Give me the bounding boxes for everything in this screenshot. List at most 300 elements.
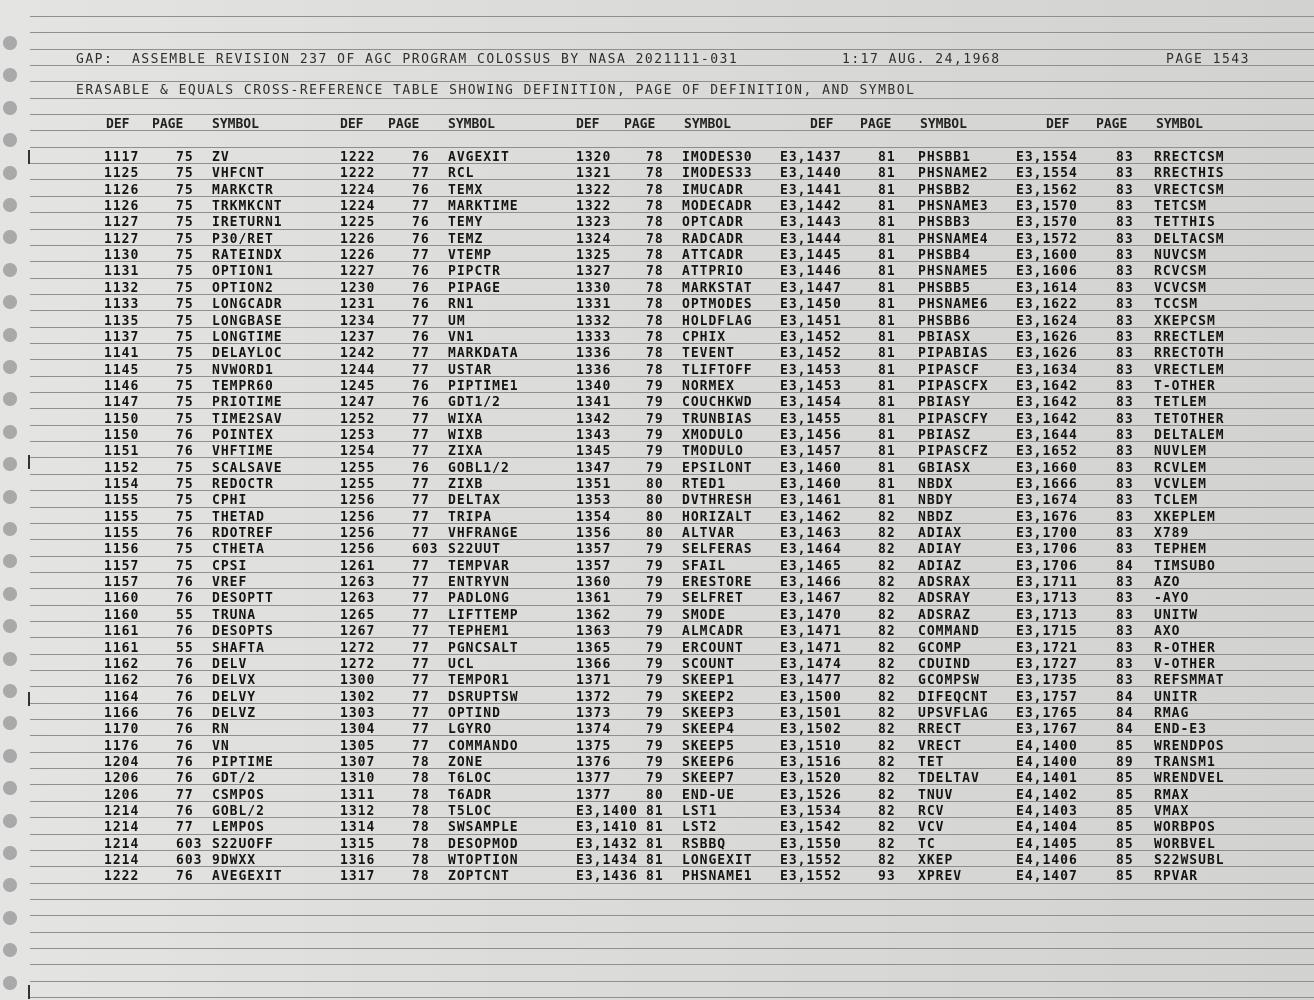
- symbol-cell: RN1: [448, 297, 475, 313]
- symbol-cell: NUVCSM: [1154, 248, 1207, 264]
- table-row: [0, 281, 1314, 297]
- symbol-cell: NUVLEM: [1154, 444, 1207, 460]
- def-cell: E4,1406: [1016, 853, 1078, 869]
- def-cell: 1214: [104, 836, 140, 852]
- def-cell: 1130: [104, 248, 140, 264]
- symbol-cell: PIPAGE: [448, 280, 501, 296]
- page-cell: 79: [646, 689, 664, 705]
- def-cell: E3,1634: [1016, 362, 1078, 378]
- symbol-cell: OPTIND: [448, 705, 501, 721]
- symbol-cell: V-OTHER: [1154, 656, 1216, 672]
- def-cell: 1310: [340, 771, 376, 787]
- table-row: [0, 215, 1314, 231]
- table-row: [0, 150, 1314, 166]
- page-cell: 81: [878, 477, 896, 492]
- def-cell: 1256: [340, 542, 376, 558]
- page-cell: 81: [878, 166, 896, 182]
- def-cell: 1320: [576, 150, 612, 165]
- symbol-cell: RRECT: [918, 722, 963, 738]
- def-cell: E3,1600: [1016, 248, 1078, 264]
- table-row: [0, 526, 1314, 542]
- page-cell: 82: [878, 754, 896, 770]
- symbol-cell: PHSBB2: [918, 182, 971, 198]
- symbol-cell: PADLONG: [448, 591, 510, 607]
- page-cell: 81: [878, 362, 896, 378]
- table-row: [0, 232, 1314, 248]
- def-cell: E3,1432: [576, 836, 638, 852]
- def-cell: 1333: [576, 329, 612, 345]
- def-cell: E3,1445: [780, 248, 842, 264]
- feed-hole: [3, 943, 17, 957]
- table-row: [0, 477, 1314, 493]
- symbol-cell: PIPTIME1: [448, 378, 519, 394]
- def-cell: 1261: [340, 558, 376, 574]
- symbol-cell: SHAFTA: [212, 640, 265, 656]
- page-cell: 78: [646, 329, 664, 345]
- symbol-cell: RADCADR: [682, 231, 744, 247]
- symbol-cell: VCV: [918, 820, 945, 836]
- symbol-cell: WIXA: [448, 411, 484, 427]
- def-cell: 1307: [340, 754, 376, 770]
- def-cell: 1247: [340, 395, 376, 411]
- page-cell: 76: [412, 395, 430, 411]
- def-cell: 1164: [104, 689, 140, 705]
- symbol-cell: OPTMODES: [682, 297, 753, 313]
- def-cell: E3,1434: [576, 853, 638, 869]
- page-cell: 603: [176, 853, 203, 869]
- page-cell: 82: [878, 853, 896, 869]
- table-row: [0, 722, 1314, 738]
- def-cell: 1255: [340, 460, 376, 476]
- page-cell: 77: [412, 199, 430, 215]
- page-cell: 76: [176, 444, 194, 460]
- table-row: [0, 542, 1314, 558]
- def-cell: 1225: [340, 215, 376, 231]
- page-cell: 78: [646, 231, 664, 247]
- page-cell: 77: [412, 558, 430, 574]
- symbol-cell: TLIFTOFF: [682, 362, 753, 378]
- symbol-cell: S22WSUBL: [1154, 853, 1225, 869]
- symbol-header: SYMBOL: [212, 117, 259, 132]
- page-cell: 78: [646, 215, 664, 231]
- def-cell: 1162: [104, 673, 140, 689]
- def-cell: E3,1626: [1016, 329, 1078, 345]
- symbol-cell: IMODES30: [682, 150, 753, 165]
- def-cell: 1155: [104, 493, 140, 509]
- page-cell: 82: [878, 656, 896, 672]
- symbol-cell: T5LOC: [448, 804, 493, 819]
- def-cell: 1317: [340, 869, 376, 885]
- symbol-cell: TEMZ: [448, 231, 484, 247]
- symbol-cell: RATEINDX: [212, 248, 283, 264]
- ruled-line: [30, 81, 1314, 82]
- symbol-cell: PBIASZ: [918, 427, 971, 443]
- table-row: [0, 330, 1314, 346]
- symbol-cell: OPTCADR: [682, 215, 744, 231]
- symbol-cell: SFAIL: [682, 558, 727, 574]
- page-cell: 83: [1116, 280, 1134, 296]
- symbol-cell: DELVX: [212, 673, 257, 689]
- def-cell: 1360: [576, 575, 612, 591]
- symbol-cell: LIFTTEMP: [448, 607, 519, 623]
- symbol-cell: PBIASY: [918, 395, 971, 411]
- symbol-cell: CDUIND: [918, 656, 971, 672]
- symbol-cell: LONGCADR: [212, 297, 283, 313]
- def-cell: 1146: [104, 378, 140, 394]
- symbol-cell: SELFERAS: [682, 542, 753, 558]
- page-cell: 84: [1116, 689, 1134, 705]
- symbol-cell: DELTAX: [448, 493, 501, 509]
- symbol-cell: XPREV: [918, 869, 963, 885]
- def-cell: E4,1407: [1016, 869, 1078, 885]
- page-number: PAGE 1543: [1166, 52, 1250, 67]
- symbol-cell: 9DWXX: [212, 853, 257, 869]
- page-cell: 76: [412, 231, 430, 247]
- def-cell: E3,1467: [780, 591, 842, 607]
- page-cell: 81: [878, 264, 896, 280]
- page-cell: 77: [412, 248, 430, 264]
- page-cell: 82: [878, 689, 896, 705]
- symbol-cell: LONGTIME: [212, 329, 283, 345]
- def-cell: 1345: [576, 444, 612, 460]
- symbol-cell: GOBL/2: [212, 804, 265, 819]
- symbol-cell: S22UOFF: [212, 836, 274, 852]
- def-cell: 1272: [340, 640, 376, 656]
- page-cell: 81: [878, 199, 896, 215]
- table-row: [0, 739, 1314, 755]
- page-cell: 81: [878, 460, 896, 476]
- symbol-cell: TNUV: [918, 787, 954, 803]
- symbol-cell: S22UUT: [448, 542, 501, 558]
- symbol-cell: ERESTORE: [682, 575, 753, 591]
- def-cell: E3,1660: [1016, 460, 1078, 476]
- def-header: DEF: [340, 117, 364, 132]
- page-cell: 77: [412, 509, 430, 525]
- page-cell: 77: [412, 607, 430, 623]
- def-cell: E3,1453: [780, 362, 842, 378]
- def-cell: E3,1757: [1016, 689, 1078, 705]
- page-cell: 79: [646, 754, 664, 770]
- page-cell: 79: [646, 640, 664, 656]
- def-cell: E4,1400: [1016, 738, 1078, 754]
- symbol-cell: VRECT: [918, 738, 963, 754]
- table-row: [0, 444, 1314, 460]
- page-cell: 77: [412, 346, 430, 362]
- page-cell: 84: [1116, 722, 1134, 738]
- symbol-cell: SKEEP5: [682, 738, 735, 754]
- symbol-cell: CSMPOS: [212, 787, 265, 803]
- def-cell: 1253: [340, 427, 376, 443]
- def-cell: E3,1452: [780, 329, 842, 345]
- ruled-line: [30, 997, 1314, 998]
- page-cell: 77: [412, 624, 430, 640]
- def-cell: 1166: [104, 705, 140, 721]
- page-cell: 83: [1116, 395, 1134, 411]
- page-cell: 85: [1116, 787, 1134, 803]
- page-cell: 79: [646, 705, 664, 721]
- def-cell: 1252: [340, 411, 376, 427]
- page-cell: 76: [412, 378, 430, 394]
- def-cell: 1125: [104, 166, 140, 182]
- def-cell: E3,1624: [1016, 313, 1078, 329]
- page-cell: 83: [1116, 362, 1134, 378]
- table-row: [0, 395, 1314, 411]
- symbol-cell: RCVCSM: [1154, 264, 1207, 280]
- def-cell: E3,1436: [576, 869, 638, 885]
- def-cell: E3,1642: [1016, 395, 1078, 411]
- page-cell: 81: [646, 853, 664, 869]
- def-cell: 1377: [576, 771, 612, 787]
- symbol-cell: TEMPOR1: [448, 673, 510, 689]
- page-cell: 82: [878, 526, 896, 542]
- def-cell: E3,1447: [780, 280, 842, 296]
- page-cell: 83: [1116, 297, 1134, 313]
- def-cell: 1303: [340, 705, 376, 721]
- page-cell: 81: [878, 313, 896, 329]
- symbol-cell: WTOPTION: [448, 853, 519, 869]
- page-cell: 78: [412, 771, 430, 787]
- symbol-cell: UPSVFLAG: [918, 705, 989, 721]
- page-cell: 81: [878, 231, 896, 247]
- def-cell: 1375: [576, 738, 612, 754]
- page-cell: 603: [412, 542, 439, 558]
- symbol-cell: PBIASX: [918, 329, 971, 345]
- table-row: [0, 657, 1314, 673]
- def-cell: 1150: [104, 411, 140, 427]
- def-header: DEF: [576, 117, 600, 132]
- symbol-cell: TC: [918, 836, 936, 852]
- symbol-cell: PHSNAME1: [682, 869, 753, 885]
- symbol-cell: NBDY: [918, 493, 954, 509]
- page-cell: 83: [1116, 346, 1134, 362]
- symbol-cell: TIME2SAV: [212, 411, 283, 427]
- def-cell: 1353: [576, 493, 612, 509]
- def-cell: 1361: [576, 591, 612, 607]
- symbol-cell: WRENDVEL: [1154, 771, 1225, 787]
- symbol-cell: SKEEP7: [682, 771, 735, 787]
- symbol-cell: RRECTHIS: [1154, 166, 1225, 182]
- symbol-cell: TETOTHER: [1154, 411, 1225, 427]
- def-cell: E3,1452: [780, 346, 842, 362]
- def-cell: 1206: [104, 787, 140, 803]
- symbol-cell: VHFTIME: [212, 444, 274, 460]
- def-cell: E3,1451: [780, 313, 842, 329]
- page-cell: 83: [1116, 166, 1134, 182]
- symbol-cell: VREF: [212, 575, 248, 591]
- page-cell: 76: [412, 150, 430, 165]
- def-cell: 1214: [104, 820, 140, 836]
- page-cell: 82: [878, 836, 896, 852]
- def-cell: 1117: [104, 150, 140, 165]
- page-cell: 79: [646, 722, 664, 738]
- symbol-cell: POINTEX: [212, 427, 274, 443]
- def-cell: E3,1767: [1016, 722, 1078, 738]
- page-cell: 83: [1116, 460, 1134, 476]
- table-row: [0, 248, 1314, 264]
- page-cell: 77: [412, 411, 430, 427]
- page-cell: 76: [412, 215, 430, 231]
- symbol-cell: VCVLEM: [1154, 477, 1207, 492]
- symbol-cell: COMMAND: [918, 624, 980, 640]
- symbol-cell: DELVZ: [212, 705, 257, 721]
- symbol-cell: MARKDATA: [448, 346, 519, 362]
- table-row: [0, 788, 1314, 804]
- def-cell: 1331: [576, 297, 612, 313]
- def-cell: E3,1410: [576, 820, 638, 836]
- def-cell: E3,1462: [780, 509, 842, 525]
- page-cell: 78: [412, 836, 430, 852]
- symbol-cell: END-UE: [682, 787, 735, 803]
- page-cell: 75: [176, 166, 194, 182]
- page-cell: 83: [1116, 640, 1134, 656]
- table-row: [0, 461, 1314, 477]
- def-cell: 1147: [104, 395, 140, 411]
- def-cell: E3,1570: [1016, 199, 1078, 215]
- page-cell: 79: [646, 656, 664, 672]
- symbol-cell: TEVENT: [682, 346, 735, 362]
- symbol-cell: WORBVEL: [1154, 836, 1216, 852]
- def-cell: E3,1471: [780, 640, 842, 656]
- page-cell: 75: [176, 329, 194, 345]
- symbol-cell: TEMPVAR: [448, 558, 510, 574]
- page-header: PAGE: [860, 117, 892, 132]
- def-cell: 1150: [104, 427, 140, 443]
- page-header: PAGE: [152, 117, 184, 132]
- def-cell: E3,1443: [780, 215, 842, 231]
- table-title: ERASABLE & EQUALS CROSS-REFERENCE TABLE SHOWING DEFINITION, PAGE OF DEFINITION, AND SYMBOL: [76, 83, 916, 98]
- page-cell: 82: [878, 624, 896, 640]
- page-cell: 82: [878, 738, 896, 754]
- symbol-cell: SKEEP2: [682, 689, 735, 705]
- page-cell: 77: [412, 738, 430, 754]
- page-cell: 83: [1116, 199, 1134, 215]
- symbol-cell: NORMEX: [682, 378, 735, 394]
- symbol-cell: TEPHEM: [1154, 542, 1207, 558]
- feed-hole: [3, 133, 17, 147]
- page-cell: 83: [1116, 526, 1134, 542]
- ruled-line: [30, 915, 1314, 916]
- page-cell: 81: [878, 150, 896, 165]
- page-cell: 79: [646, 738, 664, 754]
- page-cell: 81: [646, 836, 664, 852]
- symbol-cell: XKEP: [918, 853, 954, 869]
- def-cell: E3,1456: [780, 427, 842, 443]
- def-cell: 1234: [340, 313, 376, 329]
- page-cell: 77: [412, 656, 430, 672]
- symbol-cell: RMAX: [1154, 787, 1190, 803]
- symbol-cell: SCALSAVE: [212, 460, 283, 476]
- symbol-cell: NBDX: [918, 477, 954, 492]
- page-cell: 79: [646, 460, 664, 476]
- ruled-line: [30, 948, 1314, 949]
- symbol-cell: WRENDPOS: [1154, 738, 1225, 754]
- def-cell: 1157: [104, 575, 140, 591]
- def-cell: E3,1470: [780, 607, 842, 623]
- page-cell: 83: [1116, 624, 1134, 640]
- def-cell: 1126: [104, 199, 140, 215]
- page-cell: 83: [1116, 575, 1134, 591]
- def-cell: E3,1642: [1016, 378, 1078, 394]
- def-cell: 1325: [576, 248, 612, 264]
- page-cell: 77: [412, 313, 430, 329]
- def-cell: 1336: [576, 346, 612, 362]
- symbol-cell: AXO: [1154, 624, 1181, 640]
- def-cell: 1343: [576, 427, 612, 443]
- def-cell: 1126: [104, 182, 140, 198]
- def-cell: 1272: [340, 656, 376, 672]
- def-cell: E3,1614: [1016, 280, 1078, 296]
- page-cell: 55: [176, 607, 194, 623]
- def-cell: 1237: [340, 329, 376, 345]
- symbol-cell: LONGBASE: [212, 313, 283, 329]
- page-cell: 77: [412, 493, 430, 509]
- def-cell: E3,1457: [780, 444, 842, 460]
- def-cell: 1304: [340, 722, 376, 738]
- def-cell: 1321: [576, 166, 612, 182]
- def-cell: 1362: [576, 607, 612, 623]
- ruled-line: [30, 932, 1314, 933]
- page-cell: 76: [176, 624, 194, 640]
- def-cell: E3,1453: [780, 378, 842, 394]
- def-cell: E3,1526: [780, 787, 842, 803]
- page-cell: 83: [1116, 231, 1134, 247]
- page-cell: 83: [1116, 656, 1134, 672]
- table-row: [0, 706, 1314, 722]
- table-row: [0, 755, 1314, 771]
- def-cell: 1347: [576, 460, 612, 476]
- def-cell: 1161: [104, 640, 140, 656]
- def-cell: E4,1404: [1016, 820, 1078, 836]
- def-cell: E3,1466: [780, 575, 842, 591]
- symbol-cell: P30/RET: [212, 231, 274, 247]
- page-cell: 75: [176, 509, 194, 525]
- symbol-cell: GOBL1/2: [448, 460, 510, 476]
- def-cell: 1263: [340, 575, 376, 591]
- page-header: PAGE: [388, 117, 420, 132]
- def-cell: 1127: [104, 215, 140, 231]
- page-cell: 75: [176, 558, 194, 574]
- def-cell: 1311: [340, 787, 376, 803]
- page-cell: 76: [176, 754, 194, 770]
- def-cell: E3,1713: [1016, 607, 1078, 623]
- def-cell: E3,1455: [780, 411, 842, 427]
- page-cell: 83: [1116, 182, 1134, 198]
- def-cell: 1256: [340, 526, 376, 542]
- def-cell: E3,1674: [1016, 493, 1078, 509]
- table-row: [0, 771, 1314, 787]
- page-cell: 76: [176, 738, 194, 754]
- symbol-cell: SMODE: [682, 607, 727, 623]
- def-cell: 1312: [340, 804, 376, 819]
- page-cell: 75: [176, 215, 194, 231]
- def-cell: E3,1552: [780, 869, 842, 885]
- page-cell: 80: [646, 477, 664, 492]
- page-cell: 75: [176, 313, 194, 329]
- symbol-cell: MARKTIME: [448, 199, 519, 215]
- symbol-cell: ADIAZ: [918, 558, 963, 574]
- page-cell: 76: [176, 804, 194, 819]
- def-cell: E3,1465: [780, 558, 842, 574]
- def-cell: 1354: [576, 509, 612, 525]
- page-cell: 89: [1116, 754, 1134, 770]
- page-cell: 84: [1116, 558, 1134, 574]
- symbol-cell: PIPTIME: [212, 754, 274, 770]
- def-cell: 1222: [104, 869, 140, 885]
- page-cell: 76: [176, 689, 194, 705]
- page-cell: 75: [176, 542, 194, 558]
- def-cell: 1256: [340, 493, 376, 509]
- symbol-cell: TMODULO: [682, 444, 744, 460]
